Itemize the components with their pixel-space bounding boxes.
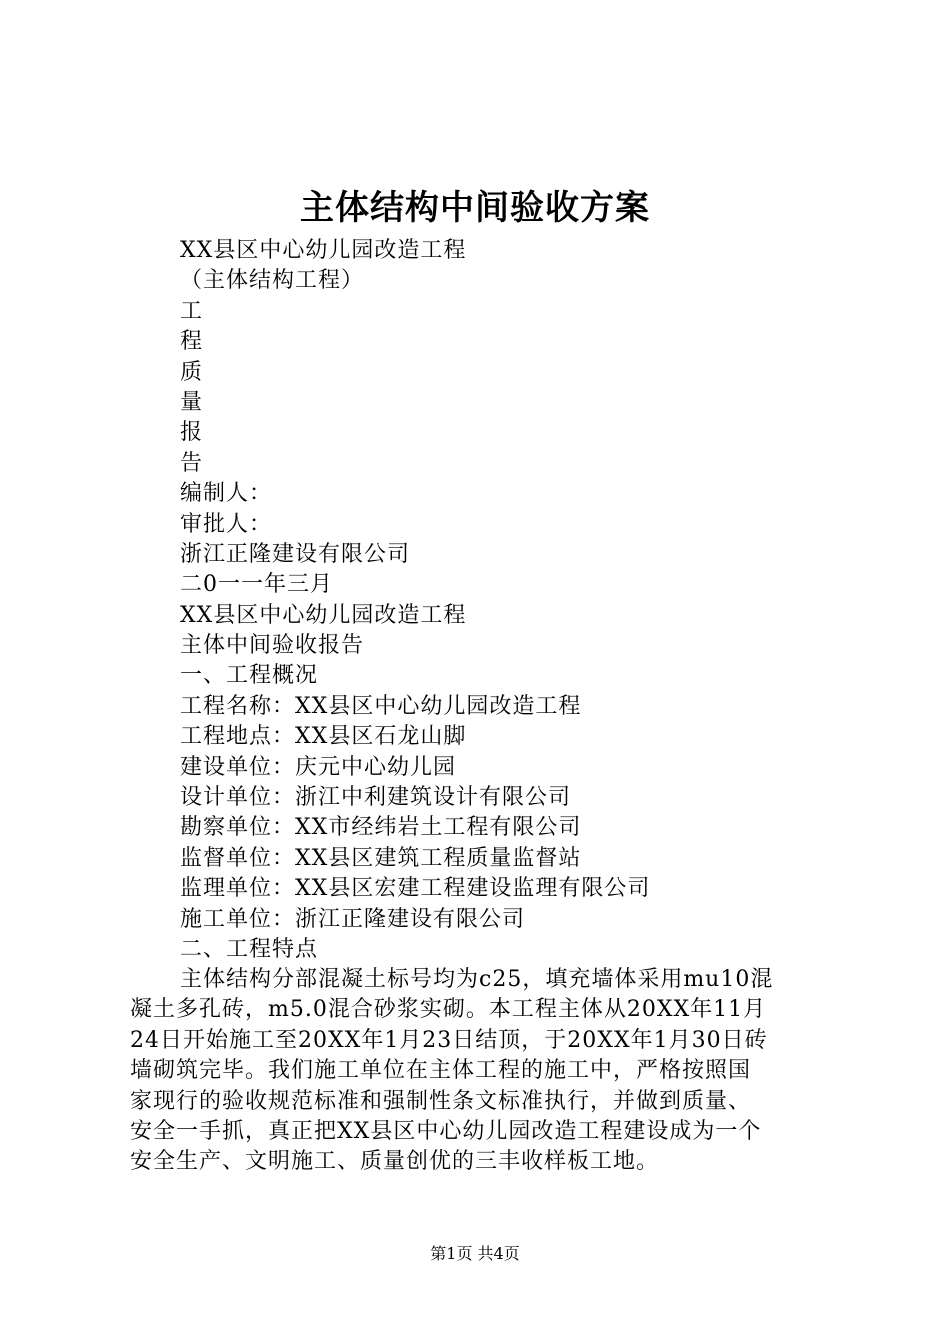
section-heading-features: 二、工程特点 <box>180 936 319 962</box>
paragraph-line: 墙砌筑完毕。我们施工单位在主体工程的施工中，严格按照国 <box>130 1058 752 1084</box>
field-design-unit: 设计单位：浙江中利建筑设计有限公司 <box>180 785 572 811</box>
line-report-title: 主体中间验收报告 <box>180 633 365 659</box>
line-date: 二0一一年三月 <box>180 572 333 598</box>
document-title: 主体结构中间验收方案 <box>300 188 650 228</box>
line-char: 报 <box>180 420 204 446</box>
paragraph-line: 主体结构分部混凝土标号均为c25，填充墙体采用mu10混 <box>180 967 774 992</box>
line-char: 质 <box>180 359 204 385</box>
line-char: 工 <box>180 298 204 324</box>
paragraph-line: 安全生产、文明施工、质量创优的三丰收样板工地。 <box>130 1149 660 1175</box>
line-approver: 审批人： <box>180 511 273 537</box>
field-inspection-unit: 监理单位：XX县区宏建工程建设监理有限公司 <box>180 876 651 902</box>
line-project-name-2: XX县区中心幼儿园改造工程 <box>180 602 467 628</box>
field-survey-unit: 勘察单位：XX市经纬岩土工程有限公司 <box>180 815 582 841</box>
field-project-name: 工程名称：XX县区中心幼儿园改造工程 <box>180 693 582 719</box>
paragraph-line: 凝土多孔砖，m5.0混合砂浆实砌。本工程主体从20XX年11月 <box>130 997 767 1023</box>
section-heading-overview: 一、工程概况 <box>180 663 319 689</box>
paragraph-line: 安全一手抓，真正把XX县区中心幼儿园改造工程建设成为一个 <box>130 1118 762 1144</box>
field-construction-unit: 建设单位：庆元中心幼儿园 <box>180 754 457 780</box>
paragraph-line: 家现行的验收规范标准和强制性条文标准执行，并做到质量、 <box>130 1088 752 1114</box>
line-char: 告 <box>180 450 204 476</box>
line-compiler: 编制人： <box>180 481 273 507</box>
field-project-location: 工程地点：XX县区石龙山脚 <box>180 724 467 750</box>
paragraph-line: 24日开始施工至20XX年1月23日结顶，于20XX年1月30日砖 <box>130 1027 768 1053</box>
page-footer: 第1页 共4页 <box>430 1244 520 1263</box>
line-project-name: XX县区中心幼儿园改造工程 <box>180 238 467 263</box>
line-char: 量 <box>180 389 204 415</box>
line-char: 程 <box>180 329 204 355</box>
features-paragraph <box>130 965 830 1178</box>
field-builder-unit: 施工单位：浙江正隆建设有限公司 <box>180 906 526 932</box>
field-supervision-unit: 监督单位：XX县区建筑工程质量监督站 <box>180 845 582 871</box>
line-company: 浙江正隆建设有限公司 <box>180 541 411 567</box>
document-body-lines <box>180 236 860 965</box>
line-subtitle: （主体结构工程） <box>180 268 365 294</box>
